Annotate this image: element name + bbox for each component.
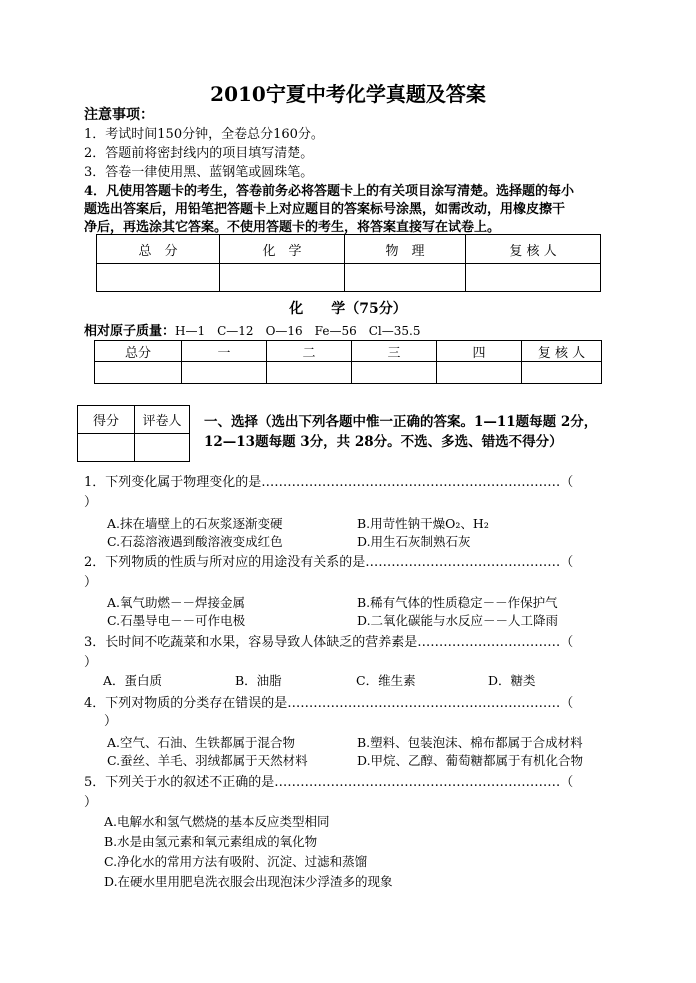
question-stem: 4．下列对物质的分类存在错误的是………………………………………………………（ xyxy=(84,696,574,711)
option-a: A.空气、石油、生铁都属于混合物 xyxy=(107,735,296,750)
atomic-mass-values: H—1 C—12 O—16 Fe—56 Cl—35.5 xyxy=(175,324,421,338)
score-cell[interactable] xyxy=(466,264,601,292)
option-d: D.在硬水里用肥皂洗衣服会出现泡沫少浮渣多的现象 xyxy=(104,874,393,889)
chemistry-score-table xyxy=(94,340,602,384)
option-c: C.石墨导电－－可作电极 xyxy=(107,613,246,628)
chem-table-header: 复 核 人 xyxy=(522,341,602,362)
score-table-header: 物 理 xyxy=(345,235,466,264)
option-c: C．维生素 xyxy=(356,673,416,688)
score-cell[interactable] xyxy=(345,264,466,292)
option-c: C.净化水的常用方法有吸附、沉淀、过滤和蒸馏 xyxy=(104,854,368,869)
option-a: A.氧气助燃－－焊接金属 xyxy=(107,595,246,610)
chem-table-header: 一 xyxy=(182,341,267,362)
answer-paren: ） xyxy=(84,495,98,510)
question-stem: 2．下列物质的性质与所对应的用途没有关系的是………………………………………（ xyxy=(84,555,574,570)
answer-paren: ） xyxy=(104,714,118,729)
chem-score-cell[interactable] xyxy=(522,362,602,384)
subject-title: 化 学（75分） xyxy=(289,301,407,317)
chem-score-cell[interactable] xyxy=(182,362,267,384)
score-table-header: 化 学 xyxy=(220,235,345,264)
note-item: 1．考试时间150分钟，全卷总分160分。 xyxy=(84,127,324,142)
note-item: 4．凡使用答题卡的考生，答卷前务必将答题卡上的有关项目涂写清楚。选择题的每小 xyxy=(84,184,575,199)
section-heading: 一、选择（选出下列各题中惟一正确的答案。1—11题每题 2分， xyxy=(204,414,598,430)
question-stem: 5．下列关于水的叙述不正确的是…………………………………………………………（ xyxy=(84,775,574,790)
grader-score-label: 得分 xyxy=(78,406,135,434)
option-c: C.石蕊溶液遇到酸溶液变成红色 xyxy=(107,534,283,549)
chem-score-cell[interactable] xyxy=(267,362,352,384)
option-c: C.蚕丝、羊毛、羽绒都属于天然材料 xyxy=(107,753,308,768)
answer-paren: ） xyxy=(84,655,98,670)
notes-heading: 注意事项： xyxy=(84,107,154,123)
option-d: D.甲烷、乙醇、葡萄糖都属于有机化合物 xyxy=(357,753,584,768)
answer-paren: ） xyxy=(84,795,98,810)
score-table xyxy=(96,234,601,292)
chem-score-cell[interactable] xyxy=(352,362,437,384)
section-heading: 12—13题每题 3分，共 28分。不选、多选、错选不得分） xyxy=(204,434,563,450)
chem-table-header: 四 xyxy=(437,341,522,362)
option-b: B.塑料、包装泡沫、棉布都属于合成材料 xyxy=(357,735,583,750)
score-table-header: 总 分 xyxy=(97,235,220,264)
question-stem: 1．下列变化属于物理变化的是……………………………………………………………（ xyxy=(84,475,574,490)
option-a: A.电解水和氢气燃烧的基本反应类型相同 xyxy=(104,814,330,829)
atomic-mass-label: 相对原子质量： xyxy=(84,324,176,339)
page-title: 2010宁夏中考化学真题及答案 xyxy=(210,82,486,106)
answer-paren: ） xyxy=(84,575,98,590)
score-table-header: 复 核 人 xyxy=(466,235,601,264)
chem-score-cell[interactable] xyxy=(95,362,182,384)
option-d: D.用生石灰制熟石灰 xyxy=(357,534,471,549)
score-cell[interactable] xyxy=(97,264,220,292)
grader-name-cell[interactable] xyxy=(135,434,190,462)
option-a: A.抹在墙壁上的石灰浆逐渐变硬 xyxy=(107,516,283,531)
atomic-mass-line xyxy=(84,320,420,339)
option-b: B．油脂 xyxy=(235,673,282,688)
chem-table-header: 三 xyxy=(352,341,437,362)
option-d: D.二氧化碳能与水反应－－人工降雨 xyxy=(357,613,559,628)
score-cell[interactable] xyxy=(220,264,345,292)
note-item: 3．答卷一律使用黑、蓝钢笔或圆珠笔。 xyxy=(84,165,314,180)
grader-name-label: 评卷人 xyxy=(135,406,190,434)
grader-box xyxy=(77,405,190,462)
note-item: 题选出答案后，用铅笔把答题卡上对应题目的答案标号涂黑，如需改动，用橡皮擦干 xyxy=(84,202,566,217)
option-d: D．糖类 xyxy=(488,673,536,688)
option-b: B.水是由氢元素和氧元素组成的氧化物 xyxy=(104,834,318,849)
chem-score-cell[interactable] xyxy=(437,362,522,384)
chem-table-header: 总分 xyxy=(95,341,182,362)
question-stem: 3．长时间不吃蔬菜和水果，容易导致人体缺乏的营养素是……………………………（ xyxy=(84,635,574,650)
grader-score-cell[interactable] xyxy=(78,434,135,462)
option-a: A．蛋白质 xyxy=(103,673,163,688)
note-item: 2．答题前将密封线内的项目填写清楚。 xyxy=(84,146,314,161)
note-item: 净后，再选涂其它答案。不使用答题卡的考生，将答案直接写在试卷上。 xyxy=(84,220,501,235)
option-b: B.用苛性钠干燥O₂、H₂ xyxy=(357,516,489,531)
chem-table-header: 二 xyxy=(267,341,352,362)
option-b: B.稀有气体的性质稳定－－作保护气 xyxy=(357,595,558,610)
